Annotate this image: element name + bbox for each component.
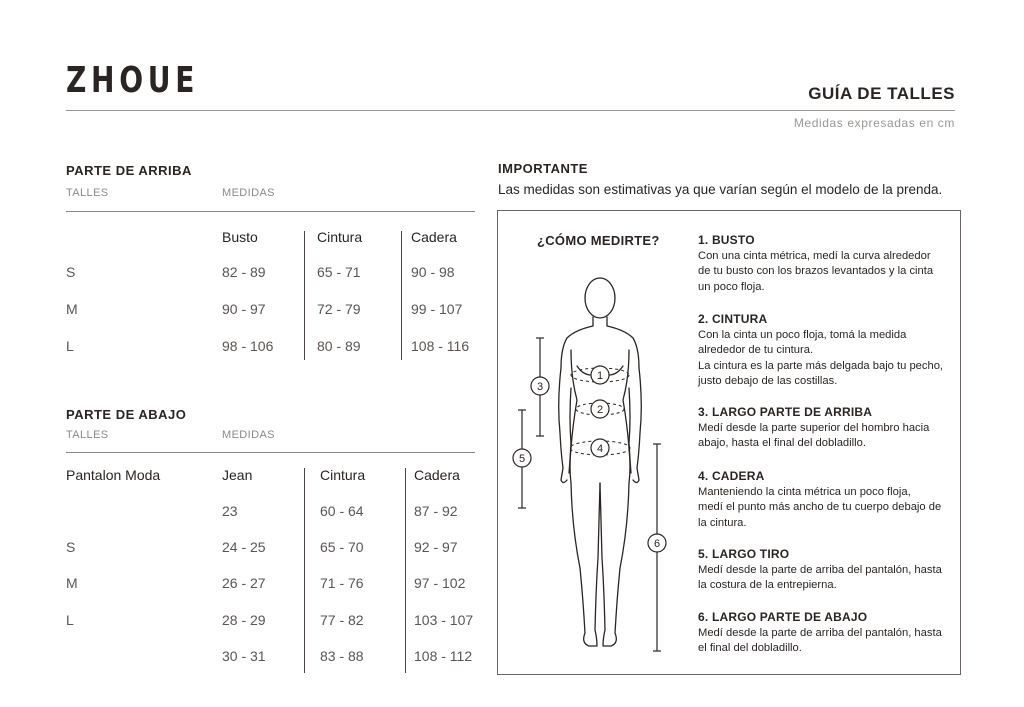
step-line: Con una cinta métrica, medí la curva alrededor bbox=[698, 249, 931, 262]
step-line: la cintura. bbox=[698, 516, 747, 529]
top-cell: 98 - 106 bbox=[222, 338, 274, 354]
step-line: Medí desde la parte de arriba del pantalón, hasta bbox=[698, 563, 942, 576]
bottom-cell: 87 - 92 bbox=[414, 503, 458, 519]
bottom-col-header-jean: Jean bbox=[222, 467, 253, 483]
top-cell: 108 - 116 bbox=[411, 338, 470, 354]
bottom-cell: 26 - 27 bbox=[222, 575, 266, 591]
step-line: medí el punto más ancho de tu cuerpo debajo de bbox=[698, 501, 942, 513]
step-largo-parte-arriba bbox=[698, 405, 956, 452]
step-line: la costura de la entrepierna. bbox=[698, 579, 837, 591]
top-cell: 90 - 97 bbox=[222, 301, 266, 317]
how-to-measure-title: ¿CÓMO MEDIRTE? bbox=[537, 233, 660, 248]
bottom-cell: 65 - 70 bbox=[320, 539, 364, 555]
step-cadera bbox=[698, 469, 956, 531]
bottom-cell: 23 bbox=[222, 503, 238, 519]
bottom-cell: 71 - 76 bbox=[320, 575, 364, 591]
top-table-rule bbox=[66, 211, 475, 212]
bottom-section-title: PARTE DE ABAJO bbox=[66, 407, 187, 422]
bottom-size-label: M bbox=[66, 575, 78, 591]
brand-logo: ZHOUE bbox=[66, 60, 200, 101]
top-cell: 65 - 71 bbox=[317, 264, 361, 280]
header-divider bbox=[66, 110, 955, 111]
step-largo-parte-abajo bbox=[698, 610, 956, 657]
important-title: IMPORTANTE bbox=[498, 161, 588, 176]
step-line: un poco floja. bbox=[698, 280, 765, 293]
bottom-measures-label: MEDIDAS bbox=[222, 429, 275, 441]
step-title: 5. LARGO TIRO bbox=[698, 547, 790, 561]
bottom-cell: 83 - 88 bbox=[320, 648, 364, 664]
top-cell: 82 - 89 bbox=[222, 264, 266, 280]
step-line: Medí desde la parte superior del hombro hacia bbox=[698, 421, 930, 434]
marker-2: 2 bbox=[596, 404, 604, 416]
bottom-cell: 92 - 97 bbox=[414, 539, 458, 555]
bottom-cell: 108 - 112 bbox=[414, 648, 473, 664]
top-col-header-busto: Busto bbox=[222, 229, 258, 245]
step-line: el final del dobladillo. bbox=[698, 642, 802, 654]
bottom-sizes-label: TALLES bbox=[66, 429, 109, 441]
marker-4: 4 bbox=[596, 443, 604, 455]
step-line: Manteniendo la cinta métrica un poco floja, bbox=[698, 485, 911, 498]
bottom-cell: 77 - 82 bbox=[320, 612, 364, 628]
bottom-col-header-cadera: Cadera bbox=[414, 467, 460, 483]
step-line: de tu busto con los brazos levantados y la cinta bbox=[698, 265, 934, 277]
step-title: 4. CADERA bbox=[698, 469, 765, 483]
step-line: justo debajo de las costillas. bbox=[698, 375, 838, 387]
bottom-cell: 60 - 64 bbox=[320, 503, 364, 519]
bottom-size-label: L bbox=[66, 612, 74, 628]
bottom-cell: 24 - 25 bbox=[222, 539, 266, 555]
bottom-cell: 28 - 29 bbox=[222, 612, 266, 628]
step-title: 1. BUSTO bbox=[698, 233, 755, 247]
top-col-header-cintura: Cintura bbox=[317, 229, 363, 245]
step-cintura bbox=[698, 312, 956, 390]
marker-6: 6 bbox=[653, 538, 661, 550]
top-col-divider bbox=[401, 231, 402, 360]
top-cell: 72 - 79 bbox=[317, 301, 361, 317]
bottom-col-divider bbox=[405, 468, 406, 673]
top-measures-label: MEDIDAS bbox=[222, 187, 275, 199]
step-line: Medí desde la parte de arriba del pantalón, hasta bbox=[698, 626, 942, 639]
bottom-cell: 30 - 31 bbox=[222, 648, 266, 664]
top-size-label: L bbox=[66, 338, 74, 354]
units-note: Medidas expresadas en cm bbox=[793, 116, 955, 130]
body-figure-illustration bbox=[505, 268, 690, 663]
step-line: La cintura es la parte más delgada bajo tu pecho, bbox=[698, 359, 944, 372]
step-line: abajo, hasta el final del dobladillo. bbox=[698, 437, 866, 449]
important-note: Las medidas son estimativas ya que varían según el modelo de la prenda. bbox=[498, 182, 943, 197]
bottom-table-rule bbox=[66, 452, 475, 453]
bottom-size-label: S bbox=[66, 539, 76, 555]
top-cell: 90 - 98 bbox=[411, 264, 455, 280]
marker-1: 1 bbox=[596, 370, 604, 382]
marker-5: 5 bbox=[518, 453, 526, 465]
top-size-label: M bbox=[66, 301, 78, 317]
step-busto bbox=[698, 233, 956, 295]
step-title: 3. LARGO PARTE DE ARRIBA bbox=[698, 405, 873, 419]
marker-3: 3 bbox=[536, 381, 544, 393]
top-col-divider bbox=[304, 231, 305, 360]
bottom-cell: 103 - 107 bbox=[414, 612, 474, 628]
step-largo-tiro bbox=[698, 547, 956, 594]
page-title: GUÍA DE TALLES bbox=[808, 84, 955, 103]
top-sizes-label: TALLES bbox=[66, 187, 109, 199]
step-title: 2. CINTURA bbox=[698, 312, 768, 326]
bottom-row-header: Pantalon Moda bbox=[66, 467, 161, 483]
top-size-label: S bbox=[66, 264, 76, 280]
step-line: Con la cinta un poco floja, tomá la medida bbox=[698, 328, 907, 341]
bottom-col-header-cintura: Cintura bbox=[320, 467, 366, 483]
top-cell: 99 - 107 bbox=[411, 301, 463, 317]
step-line: alrededor de tu cintura. bbox=[698, 344, 814, 356]
bottom-cell: 97 - 102 bbox=[414, 575, 466, 591]
top-col-header-cadera: Cadera bbox=[411, 229, 457, 245]
top-section-title: PARTE DE ARRIBA bbox=[66, 163, 192, 178]
top-cell: 80 - 89 bbox=[317, 338, 361, 354]
step-title: 6. LARGO PARTE DE ABAJO bbox=[698, 610, 868, 624]
bottom-col-divider bbox=[304, 468, 305, 673]
